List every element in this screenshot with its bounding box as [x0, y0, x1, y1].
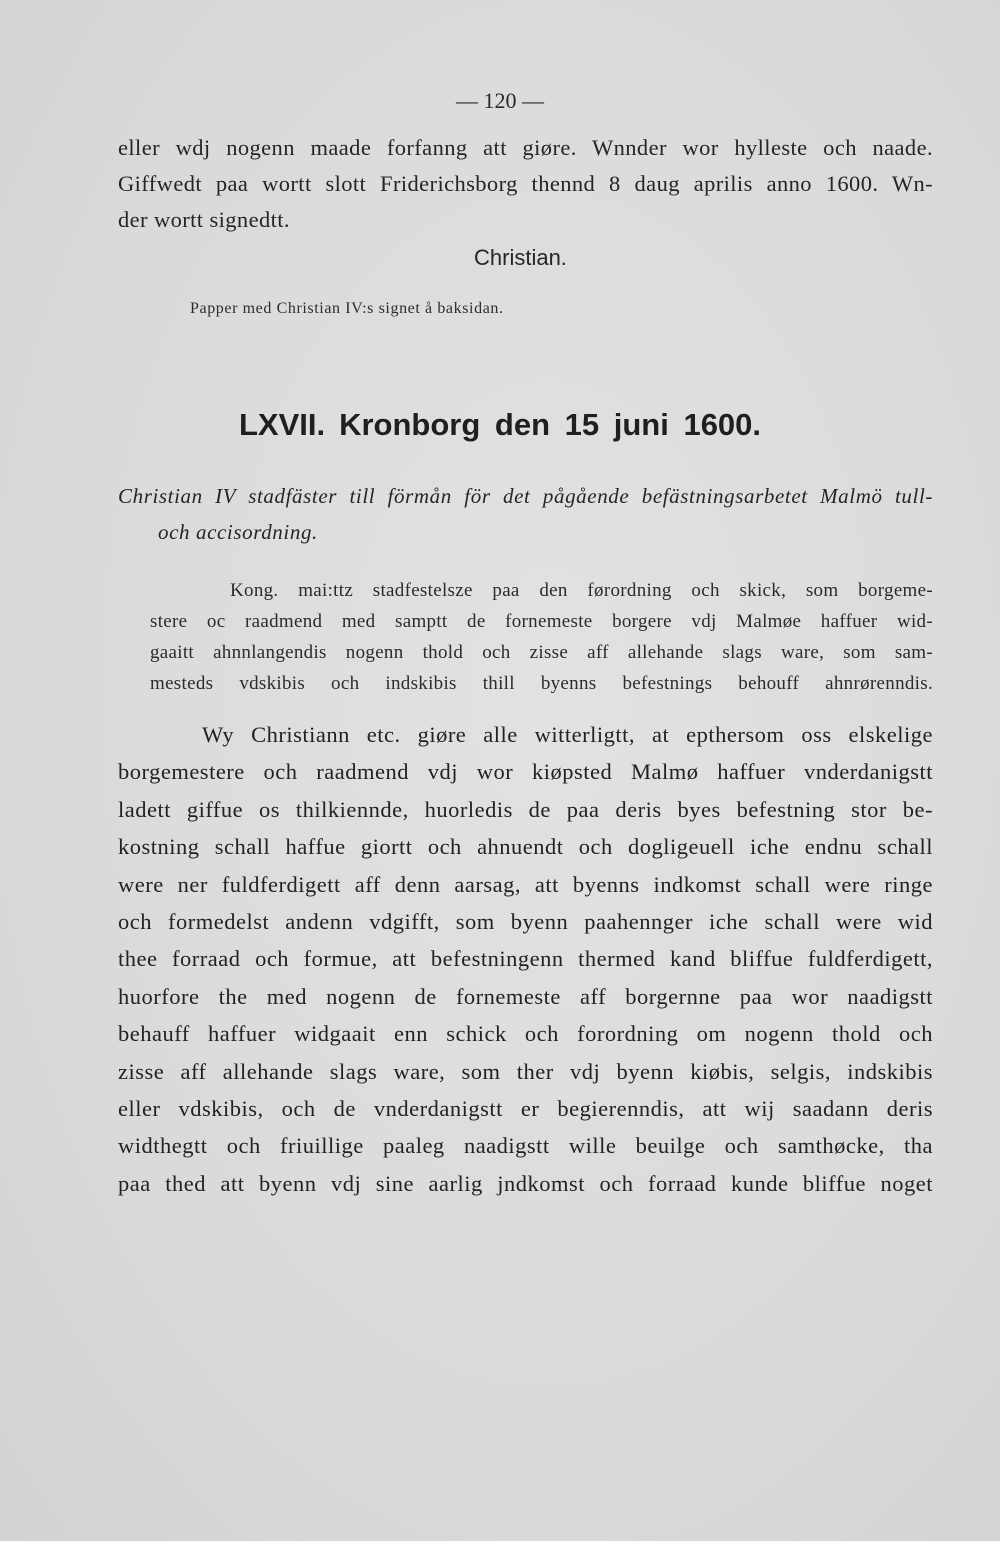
text-line: behauff haffuer widgaait enn schick och forordning om nogenn thold och [118, 1021, 933, 1047]
text-line: och accisordning. [158, 520, 318, 544]
text-line: gaaitt ahnnlangendis nogenn thold och zisse aff allehande slags ware, som sam- [150, 642, 933, 663]
text-line: were ner fuldferdigett aff denn aarsag, att byenns indkomst schall were ringe [118, 871, 933, 897]
text-line: Kong. mai:ttz stadfestelsze paa den førordning och skick, som borgeme- [230, 580, 933, 601]
text-line: paa thed att byenn vdj sine aarlig jndkomst och forraad kunde bliffue noget [118, 1170, 933, 1196]
regest-paragraph [150, 575, 933, 699]
text-line: och formedelst andenn vdgifft, som byenn paahennger iche schall were wid [118, 909, 933, 935]
signature: Christian. [474, 245, 567, 270]
text-line: borgemestere och raadmend vdj wor kiøpsted Malmø haffuer vnderdanigstt [118, 759, 933, 785]
text-line: der wortt signedtt. [118, 207, 290, 232]
text-line: Wy Christiann etc. giøre alle witterligtt, at epthersom oss elskelige [202, 722, 933, 747]
document-place-date: Kronborg den 15 juni 1600. [339, 407, 762, 442]
text-line: mesteds vdskibis och indskibis thill byenns befestnings behouff ahnrørenndis. [150, 673, 933, 694]
text-line: eller vdskibis, och de vnderdanigstt er begierenndis, att wij saadann deris [118, 1096, 933, 1122]
summary-paragraph [118, 478, 933, 550]
text-line: kostning schall haffue giortt och ahnuendt och dogligeuell iche endnu schall [118, 834, 933, 860]
document-numeral: LXVII. [238, 407, 326, 442]
text-line: eller wdj nogenn maade forfanng att giøre. Wnnder wor hylleste och naade. [118, 135, 933, 160]
text-line: thee forraad och formue, att befestningenn thermed kand bliffue fuldferdigett, [118, 946, 933, 972]
text-line: zisse aff allehande slags ware, som ther vdj byenn kiøbis, selgis, indskibis [118, 1058, 933, 1084]
page-number: — 120 — [456, 88, 544, 113]
text-line: ladett giffue os thilkiennde, huorledis de paa deris byes befestning stor be- [118, 796, 933, 822]
opening-paragraph [118, 130, 933, 238]
document-heading [0, 407, 1000, 443]
body-paragraph [118, 716, 933, 1202]
source-note: Papper med Christian IV:s signet å baksidan. [190, 300, 504, 317]
text-line: Christian IV stadfäster till förmån för det pågående befästningsarbetet Malmö tull- [118, 484, 933, 508]
text-line: stere oc raadmend med samptt de fornemeste borgere vdj Malmøe haffuer wid- [150, 611, 933, 632]
text-line: widthegtt och friuillige paaleg naadigstt wille beuilge och samthøcke, tha [118, 1133, 933, 1159]
text-line: huorfore the med nogenn de fornemeste aff borgernne paa wor naadigstt [118, 983, 933, 1009]
text-line: Giffwedt paa wortt slott Friderichsborg thennd 8 daug aprilis anno 1600. Wn- [118, 171, 933, 196]
